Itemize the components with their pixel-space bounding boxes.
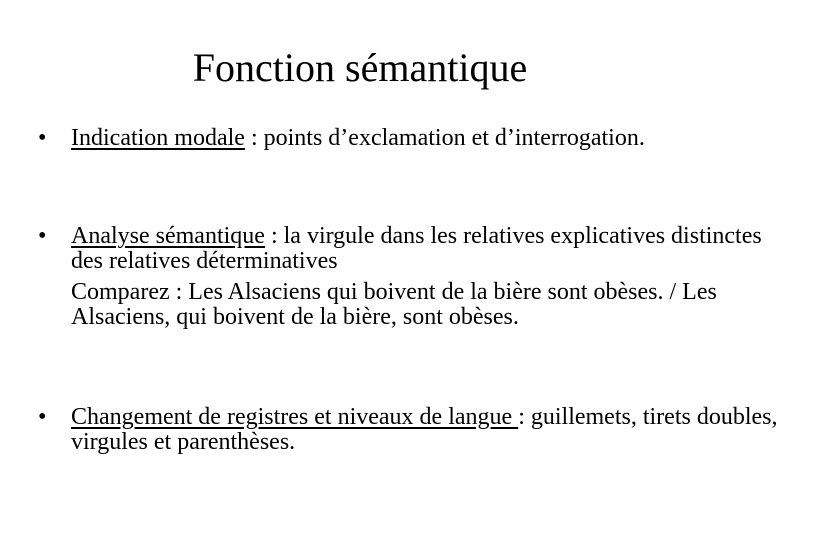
bullet-term: Changement de registres et niveaux de langue [71, 404, 519, 430]
bullet-example: Comparez : Les Alsaciens qui boivent de la bière sont obèses. / Les Alsaciens, qui boivent de la bière, sont obèses. [71, 279, 717, 330]
bullet-item-modal [0, 126, 821, 151]
bullet-term: Indication modale [71, 125, 245, 151]
bullet-symbol: • [38, 404, 47, 430]
bullet-item-registers [0, 405, 821, 455]
slide-title: Fonction sémantique [192, 45, 528, 90]
bullet-text: : la virgule dans les relatives explicatives distinctes des relatives déterminatives [71, 223, 762, 274]
bullet-text: : points d’exclamation et d’interrogation. [244, 125, 645, 151]
bullet-symbol: • [38, 223, 47, 249]
bullet-symbol: • [38, 125, 47, 151]
bullet-item-semantic [0, 224, 821, 330]
bullet-text: : guillemets, tirets doubles, virgules et parenthèses. [71, 404, 778, 455]
bullet-term: Analyse sémantique [71, 223, 265, 249]
